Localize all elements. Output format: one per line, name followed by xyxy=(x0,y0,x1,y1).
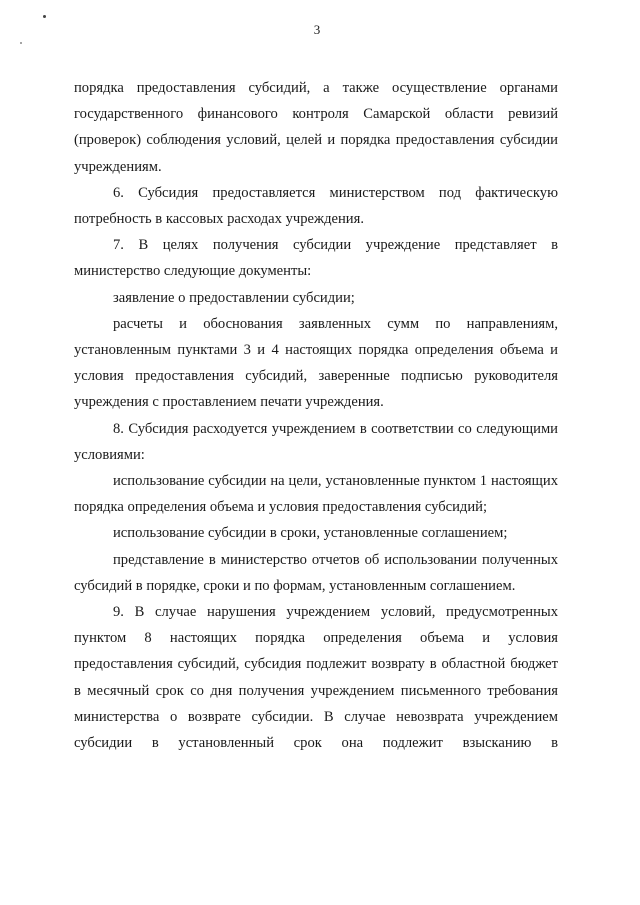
document-body xyxy=(74,75,558,756)
page-number: 3 xyxy=(313,22,321,37)
paragraph: использование субсидии в сроки, установленные соглашением; xyxy=(113,525,508,542)
paragraph: представление в министерство отчетов об использовании полученных субсидий в порядке, сроки и по формам, установленным соглашением. xyxy=(74,551,558,594)
paragraph: 6. Субсидия предоставляется министерством под фактическую потребность в кассовых расходах учреждения. xyxy=(74,184,558,228)
paragraph: порядка предоставления субсидий, а также осуществление органами государственного финансового контроля Самарской области ревизий (проверок) соблюдения условий, целей и порядка предоставления субсидии учреждениям. xyxy=(74,80,558,175)
paragraph: 7. В целях получения субсидии учреждение представляет в министерство следующие документы: xyxy=(74,237,558,280)
paragraph: 9. В случае нарушения учреждением условий, предусмотренных пунктом 8 настоящих порядка определения объема и условия предоставления субсидий, субсидия подлежит возврату в областной бюджет в месячный срок со дня получения учреждением письменного требования министерства о возврате субсидии. В случае невозврата учреждением субсидии в установленный срок она подлежит взысканию в xyxy=(74,604,558,752)
paragraph: 8. Субсидия расходуется учреждением в соответствии со следующими условиями: xyxy=(74,420,558,463)
scan-speck xyxy=(43,15,46,18)
paragraph: заявление о предоставлении субсидии; xyxy=(113,289,355,306)
paragraph: использование субсидии на цели, установленные пунктом 1 настоящих порядка определения объема и условия предоставления субсидий; xyxy=(74,473,558,516)
scan-speck xyxy=(20,42,22,44)
paragraph: расчеты и обоснования заявленных сумм по направлениям, установленным пунктами 3 и 4 настоящих порядка определения объема и условия предоставления субсидий, заверенные подписью руководителя учреждения с проставлением печати учреждения. xyxy=(74,315,558,411)
